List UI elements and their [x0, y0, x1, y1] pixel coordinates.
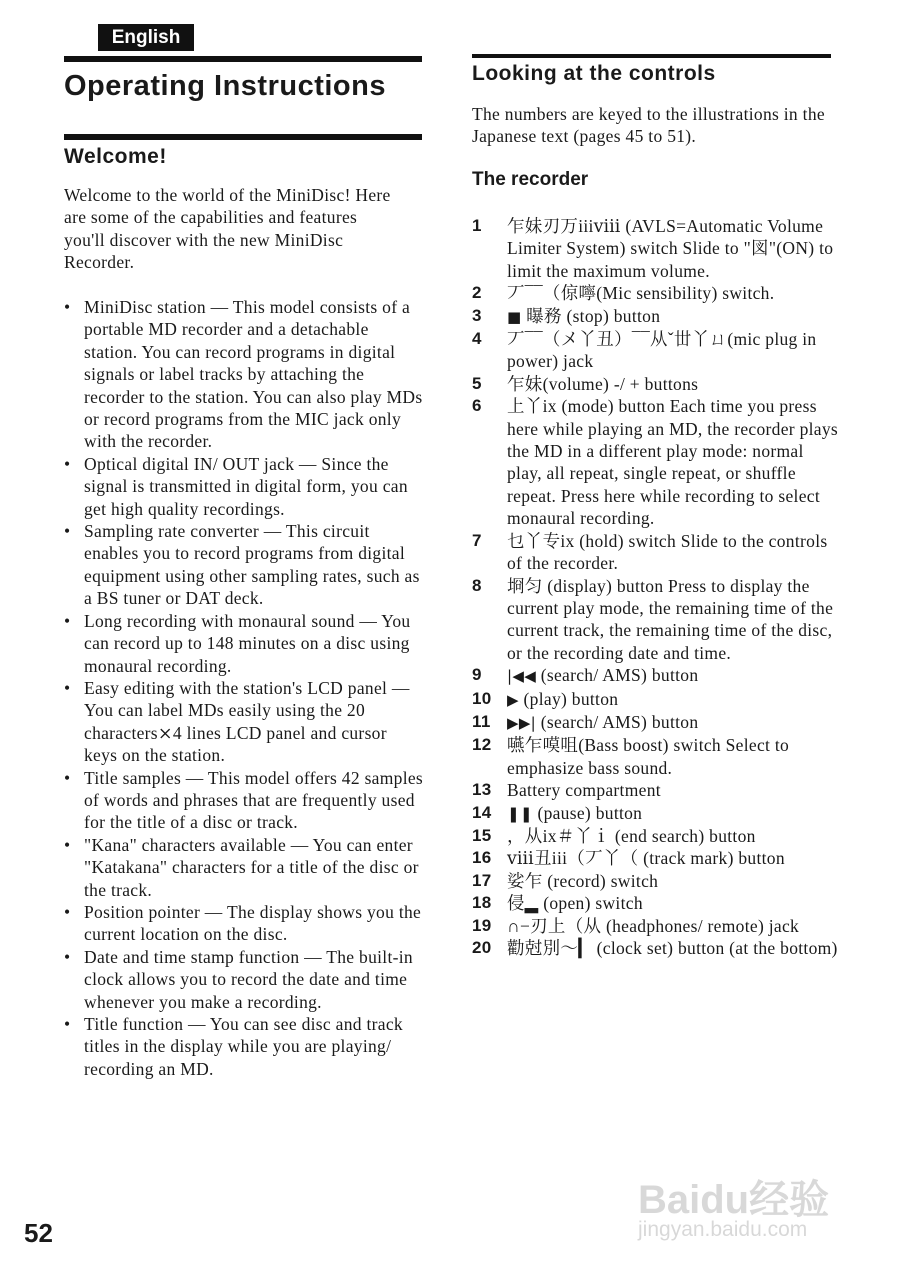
feature-item: [64, 677, 424, 767]
bullet-icon: •: [64, 946, 71, 967]
feature-text: Optical digital IN/ OUT jack — Since the signal is transmitted in digital form, you can get high quality recordings.: [84, 453, 408, 519]
controls-intro: The numbers are keyed to the illustrations in the Japanese text (pages 45 to 51).: [472, 104, 825, 147]
control-item: [472, 530, 842, 575]
control-number: 4: [472, 329, 482, 349]
feature-item: [64, 610, 424, 677]
control-item: [472, 688, 842, 711]
control-number: 19: [472, 915, 492, 935]
control-item: [472, 779, 842, 801]
feature-text: Position pointer — The display shows you the current location on the disc.: [84, 901, 422, 945]
control-symbol-icon: ■: [507, 307, 522, 326]
page-number: 52: [24, 1218, 53, 1248]
control-symbol-icon: ▶▶|: [507, 713, 537, 732]
control-item: [472, 711, 842, 734]
controls-list: [472, 215, 842, 959]
control-number: 17: [472, 870, 492, 890]
bullet-icon: •: [64, 297, 71, 317]
feature-list: [64, 296, 424, 1080]
controls-heading: Looking at the controls: [472, 62, 716, 85]
feature-text: Easy editing with the station's LCD panel — You can label MDs easily using the 20 characters⨯4 lines LCD panel and cursor keys on the station.: [84, 677, 410, 766]
feature-item: [64, 767, 424, 834]
feature-text: "Kana" characters available — You can enter "Katakana" characters for a title of the disc or the track.: [84, 834, 419, 900]
control-item: [472, 373, 842, 395]
control-text: ∩−刃上（从 (headphones/ remote) jack: [507, 915, 800, 936]
control-text: 曝務 (stop) button: [526, 305, 661, 326]
feature-text: Date and time stamp function — The built-in clock allows you to record the date and time whenever you make a recording.: [84, 946, 413, 1012]
feature-item: [64, 520, 424, 610]
feature-item: [64, 901, 424, 946]
control-number: 20: [472, 938, 492, 957]
control-item: [472, 395, 842, 529]
control-text: (search/ AMS) button: [540, 665, 699, 686]
bullet-icon: •: [64, 677, 71, 698]
bullet-icon: •: [64, 610, 71, 631]
feature-text: Sampling rate converter — This circuit enables you to record programs from digital equipment using other sampling rates, such as a BS tuner or DAT deck.: [84, 521, 420, 609]
feature-item: [64, 296, 424, 453]
control-text: 埛匀 (display) button Press to display the current play mode, the remaining time of the current track, the remaining time of the disc, or the recording date and time.: [507, 575, 834, 663]
control-symbol-icon: |◀◀: [507, 667, 537, 686]
control-number: 11: [472, 711, 491, 731]
feature-item: [64, 834, 424, 901]
control-number: 14: [472, 802, 492, 822]
bullet-icon: •: [64, 453, 71, 474]
watermark-logo: Baidu经验: [638, 1178, 830, 1222]
feature-item: [64, 1013, 424, 1080]
control-text: 乜丫专ix (hold) switch Slide to the controls of the recorder.: [507, 530, 828, 574]
control-symbol-icon: ▶: [507, 690, 519, 709]
bullet-icon: •: [64, 1014, 71, 1034]
feature-item: [64, 453, 424, 520]
title-rule: [64, 56, 422, 62]
control-item: [472, 664, 842, 687]
controls-rule: [472, 54, 831, 58]
control-number: 1: [472, 216, 482, 235]
control-item: [472, 937, 842, 959]
feature-text: MiniDisc station — This model consists of a portable MD recorder and a detachable station. You can record programs in digital signals or label tracks by attaching the recorder to the station. You can also play MDs or record programs from the MIC jack only with the recorder.: [84, 297, 423, 452]
control-number: 15: [472, 825, 492, 845]
control-text: ⅷ丑iii（丆丫（ (track mark) button: [507, 848, 785, 869]
control-text: 侵▂ (open) switch: [507, 893, 643, 914]
control-number: 10: [472, 688, 492, 708]
control-text: 勸尅別〜▎ (clock set) button (at the bottom): [507, 938, 838, 958]
bullet-icon: •: [64, 834, 71, 855]
welcome-intro: Welcome to the world of the MiniDisc! Here are some of the capabilities and features you'll discover with the new MiniDisc Recorder.: [64, 185, 391, 273]
control-number: 8: [472, 575, 482, 595]
control-number: 9: [472, 665, 482, 685]
control-item: [472, 870, 842, 892]
control-item: [472, 215, 842, 282]
control-number: 5: [472, 373, 482, 393]
control-text: 上丫ix (mode) button Each time you press here while playing an MD, the recorder plays the MD in a different play mode: normal play, all repeat, single repeat, or shuffle repeat. Press here while recording to select monaural recording.: [507, 396, 839, 529]
language-tab: English: [98, 24, 194, 51]
welcome-rule: [64, 134, 422, 140]
control-number: 6: [472, 396, 482, 416]
bullet-icon: •: [64, 901, 71, 922]
control-number: 7: [472, 530, 482, 550]
control-number: 13: [472, 780, 492, 800]
feature-text: Title samples — This model offers 42 samples of words and phrases that are frequently used for the title of a disc or track.: [84, 767, 424, 833]
control-text: (search/ AMS) button: [540, 711, 699, 732]
control-number: 12: [472, 735, 492, 755]
control-symbol-icon: ❚❚: [507, 804, 533, 823]
control-text: 娑乍 (record) switch: [507, 870, 659, 891]
control-text: (play) button: [523, 688, 619, 709]
control-item: [472, 305, 842, 328]
control-text: 乍妹刃万iiiⅷ (AVLS=Automatic Volume Limiter System) switch Slide to "図"(ON) to limit the maximum volume.: [507, 216, 834, 281]
control-text: (pause) button: [537, 802, 643, 823]
control-text: ，从ix＃丫ｉ (end search) button: [507, 825, 756, 846]
watermark-url: jingyan.baidu.com: [638, 1218, 808, 1241]
control-item: [472, 892, 842, 914]
feature-text: Title function — You can see disc and track titles in the display while you are playing/ recording an MD.: [84, 1014, 403, 1079]
control-item: [472, 847, 842, 869]
feature-item: [64, 946, 424, 1013]
control-number: 16: [472, 848, 492, 868]
control-item: [472, 282, 842, 304]
feature-text: Long recording with monaural sound — You can record up to 148 minutes on a disc using monaural recording.: [84, 610, 411, 676]
bullet-icon: •: [64, 767, 71, 788]
control-item: [472, 915, 842, 937]
control-item: [472, 802, 842, 825]
control-item: [472, 734, 842, 779]
control-text: 嚥乍嗼咀(Bass boost) switch Select to emphasize bass sound.: [507, 735, 790, 778]
control-text: 乍妹(volume) -/ + buttons: [507, 373, 699, 394]
control-number: 18: [472, 893, 492, 913]
control-text: 丆¯¯（倞嚀(Mic sensibility) switch.: [507, 283, 775, 304]
page-title: Operating Instructions: [64, 70, 386, 102]
control-text: 丆¯¯（メ丫丑）¯¯从ˇ丗丫ㄩ(mic plug in power) jack: [507, 329, 817, 372]
control-item: [472, 825, 842, 847]
welcome-heading: Welcome!: [64, 145, 167, 168]
control-number: 2: [472, 283, 482, 303]
control-number: 3: [472, 305, 482, 325]
recorder-subheading: The recorder: [472, 169, 589, 190]
control-item: [472, 575, 842, 665]
watermark: [628, 1150, 858, 1265]
control-text: Battery compartment: [507, 780, 661, 801]
bullet-icon: •: [64, 521, 71, 542]
control-item: [472, 328, 842, 373]
